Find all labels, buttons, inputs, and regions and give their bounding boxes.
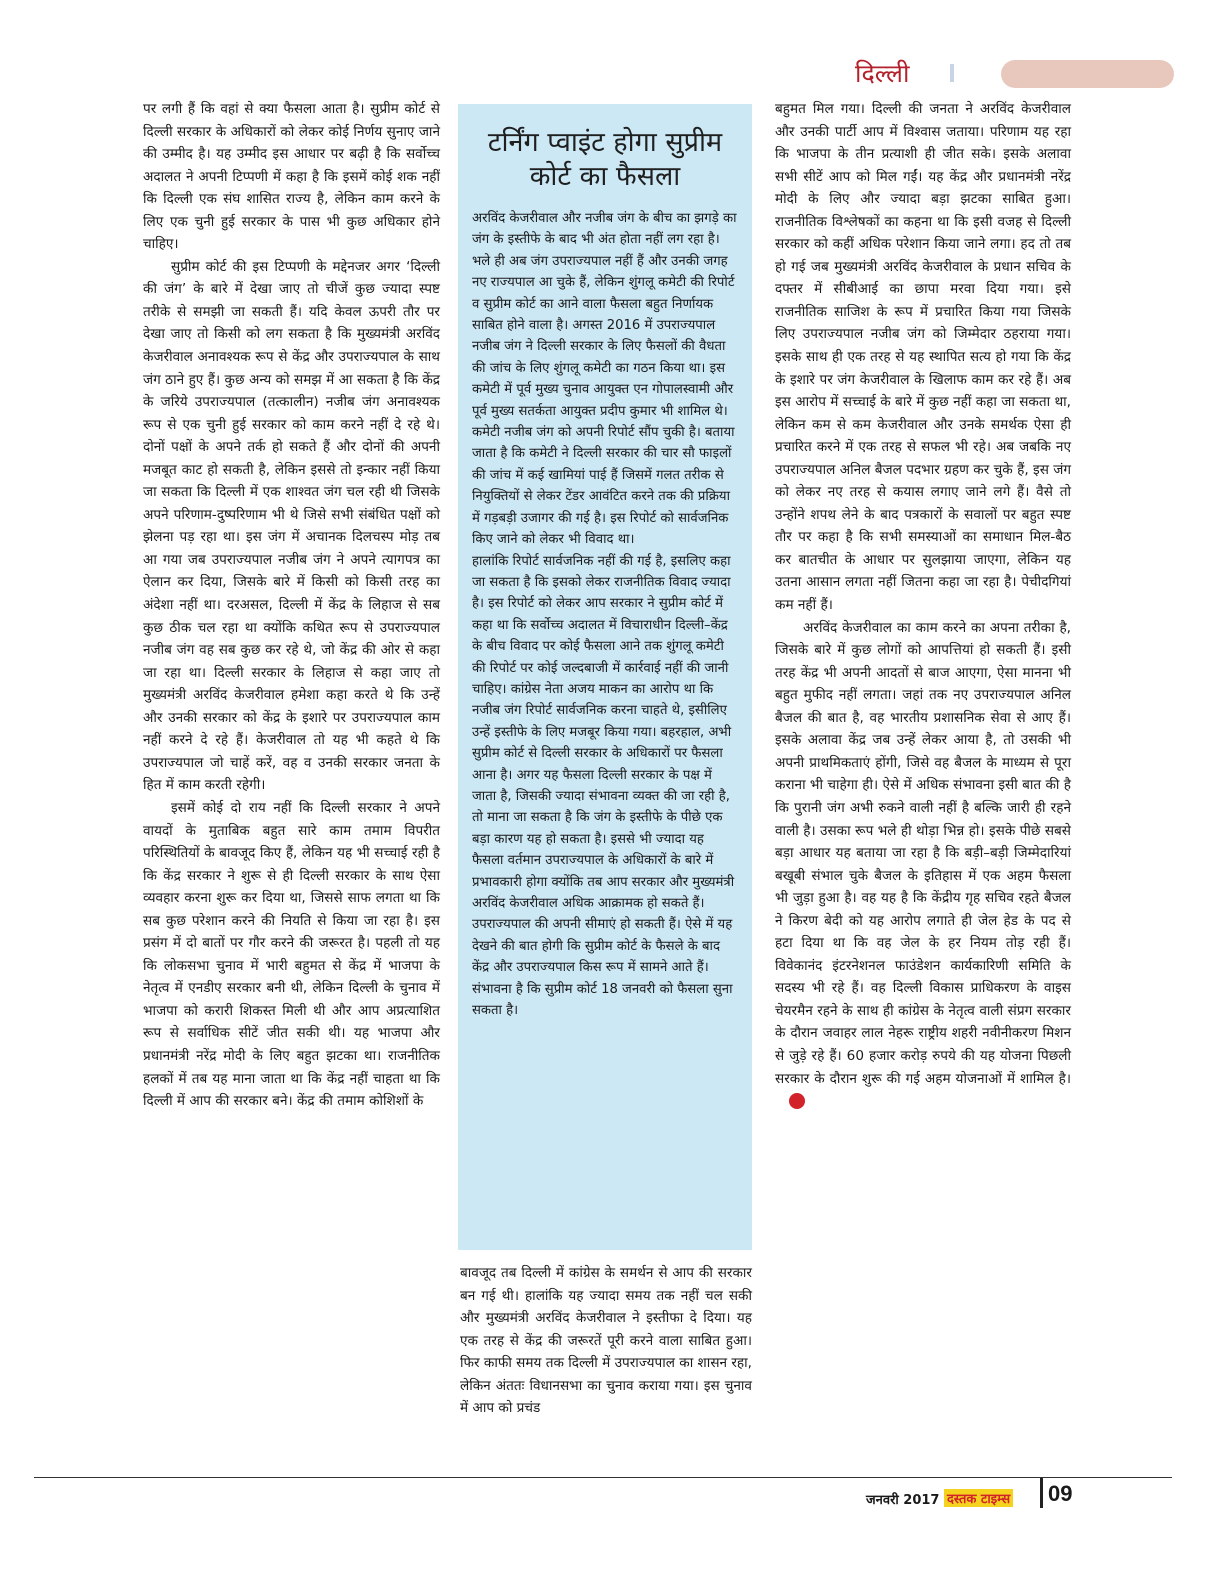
footer-divider (1040, 1478, 1043, 1508)
section-title: दिल्ली (855, 59, 910, 88)
magazine-logo: दस्तक टाइम्स (944, 1489, 1013, 1507)
header-divider (950, 64, 954, 82)
paragraph: पर लगी हैं कि वहां से क्या फैसला आता है। सुप्रीम कोर्ट से दिल्ली सरकार के अधिकारों को लेकर कोई निर्णय सुनाए जाने की उम्मीद है। यह उम्मीद इस आधार पर बढ़ी है कि सर्वोच्च अदालत ने अपनी टिप्पणी में कहा है कि इसमें कोई शक नहीं कि दिल्ली एक संघ शासित राज्य है, लेकिन काम करने के लिए एक चुनी हुई सरकार के पास भी कुछ अधिकार होने चाहिए। (143, 101, 440, 253)
article-column-1 (143, 98, 440, 1113)
paragraph: बहुमत मिल गया। दिल्ली की जनता ने अरविंद केजरीवाल और उनकी पार्टी आप में विश्वास जताया। परिणाम यह रहा कि भाजपा के तीन प्रत्याशी ही जीत सके। इसके अलावा सभी सीटें आप को मिल गईं। यह केंद्र और प्रधानमंत्री नरेंद्र मोदी के लिए और ज्यादा बड़ा झटका साबित हुआ। राजनीतिक विश्लेषकों का कहना था कि इसी वजह से दिल्ली सरकार को कहीं अधिक परेशान किया जाने लगा। हद तो तब हो गई जब मुख्यमंत्री अरविंद केजरीवाल के प्रधान सचिव के दफ्तर में सीबीआई का छापा मरवा दिया गया। इसे राजनीतिक साजिश के रूप में प्रचारित किया गया जिसके लिए उपराज्यपाल नजीब जंग को जिम्मेदार ठहराया गया। इसके साथ ही एक तरह से यह स्थापित सत्य हो गया कि केंद्र के इशारे पर जंग केजरीवाल के खिलाफ काम कर रहे हैं। अब इस आरोप में सच्चाई के बारे में कुछ नहीं कहा जा सकता था, लेकिन कम से कम केजरीवाल और उनके समर्थक ऐसा ही प्रचारित करने में एक तरह से सफल भी रहे। अब जबकि नए उपराज्यपाल अनिल बैजल पदभार ग्रहण कर चुके हैं, इस जंग को लेकर नए तरह से कयास लगाए जाने लगे हैं। वैसे तो उन्होंने शपथ लेने के बाद पत्रकारों के सवालों पर बहुत स्पष्ट तौर पर कहा है कि सभी समस्याओं का समाधान मिल-बैठ कर बातचीत के आधार पर सुलझाया जाएगा, लेकिन यह उतना आसान लगता नहीं जितना कहा जा रहा है। पेचीदगियां कम नहीं हैं। (775, 101, 1071, 614)
paragraph: अरविंद केजरीवाल का काम करने का अपना तरीका है, जिसके बारे में कुछ लोगों को आपत्तियां हो सकती हैं। इसी तरह केंद्र भी अपनी आदतों से बाज आएगा, ऐसा मानना भी बहुत मुफीद नहीं लगता। जहां तक नए उपराज्यपाल अनिल बैजल की बात है, वह भारतीय प्रशासनिक सेवा से आए हैं। इसके अलावा केंद्र जब उन्हें लेकर आया है, तो उसकी भी अपनी प्राथमिकताएं होंगी, जिसे वह बैजल के माध्यम से पूरा कराना भी चाहेगा ही। ऐसे में अधिक संभावना इसी बात की है कि पुरानी जंग अभी रुकने वाली नहीं है बल्कि जारी ही रहने वाली है। उसका रूप भले ही थोड़ा भिन्न हो। इसके पीछे सबसे बड़ा आधार यह बताया जा रहा है कि बड़ी–बड़ी जिम्मेदारियां बखूबी संभाल चुके बैजल के इतिहास में एक अहम फैसला भी जुड़ा हुआ है। वह यह है कि केंद्रीय गृह सचिव रहते बैजल ने किरण बेदी को यह आरोप लगाते ही जेल हेड के पद से हटा दिया था कि वह जेल के हर नियम तोड़ रही हैं। विवेकानंद इंटरनेशनल फाउंडेशन कार्यकारिणी समिति के सदस्य भी रहे हैं। वह दिल्ली विकास प्राधिकरण के वाइस चेयरमैन रहने के साथ ही कांग्रेस के नेतृत्व वाली संप्रग सरकार के दौरान जवाहर लाल नेहरू राष्ट्रीय शहरी नवीनीकरण मिशन से जुड़े रहे हैं। 60 हजार करोड़ रुपये की यह योजना पिछली सरकार के दौरान शुरू की गई अहम योजनाओं में शामिल है। (775, 619, 1071, 1087)
sidebar-box (458, 104, 752, 1250)
header-decoration (1001, 60, 1174, 88)
article-column-2 (460, 1262, 752, 1420)
paragraph-wrap (775, 617, 1071, 1113)
issue-date: जनवरी 2017 (866, 1493, 940, 1508)
paragraph: बावजूद तब दिल्ली में कांग्रेस के समर्थन से आप की सरकार बन गई थी। हालांकि यह ज्यादा समय तक नहीं चल सकी और मुख्यमंत्री अरविंद केजरीवाल ने इस्तीफा दे दिया। यह एक तरह से केंद्र की जरूरतें पूरी करने वाला साबित हुआ। फिर काफी समय तक दिल्ली में उपराज्यपाल का शासन रहा, लेकिन अंततः विधानसभा का चुनाव कराया गया। इस चुनाव में आप को प्रचंड (460, 1265, 752, 1417)
paragraph: इसमें कोई दो राय नहीं कि दिल्ली सरकार ने अपने वायदों के मुताबिक बहुत सारे काम तमाम विपरीत परिस्थितियों के बावजूद किए हैं, लेकिन यह भी सच्चाई रही है कि केंद्र सरकार ने शुरू से ही दिल्ली सरकार के साथ ऐसा व्यवहार करना शुरू कर दिया था, जिससे साफ लगता था कि सब कुछ परेशान करने की नियति से किया जा रहा है। इस प्रसंग में दो बातों पर गौर करने की जरूरत है। पहली तो यह कि लोकसभा चुनाव में भारी बहुमत से केंद्र में भाजपा के नेतृत्व में एनडीए सरकार बनी थी, लेकिन दिल्ली के चुनाव में भाजपा को करारी शिकस्त मिली थी और आप अप्रत्याशित रूप से सर्वाधिक सीटें जीत सकी थी। यह भाजपा और प्रधानमंत्री नरेंद्र मोदी के लिए बहुत झटका था। राजनीतिक हलकों में तब यह माना जाता था कि केंद्र नहीं चाहता था कि दिल्ली में आप की सरकार बने। केंद्र की तमाम कोशिशों के (143, 799, 440, 1110)
page-number: 09 (1048, 1481, 1073, 1506)
end-mark-icon (789, 1093, 805, 1109)
sidebar-paragraph: अरविंद केजरीवाल और नजीब जंग के बीच का झगड़े का जंग के इस्तीफे के बाद भी अंत होता नहीं लग रहा है। भले ही अब जंग उपराज्यपाल नहीं हैं और उनकी जगह नए राज्यपाल आ चुके हैं, लेकिन शुंगलू कमेटी की रिपोर्ट व सुप्रीम कोर्ट का आने वाला फैसला बहुत निर्णायक साबित होने वाला है। अगस्त 2016 में उपराज्यपाल नजीब जंग ने दिल्ली सरकार के लिए फैसलों की वैधता की जांच के लिए शुंगलू कमेटी का गठन किया था। इस कमेटी में पूर्व मुख्य चुनाव आयुक्त एन गोपालस्वामी और पूर्व मुख्य सतर्कता आयुक्त प्रदीप कुमार भी शामिल थे। कमेटी नजीब जंग को अपनी रिपोर्ट सौंप चुकी है। बताया जाता है कि कमेटी ने दिल्ली सरकार की चार सौ फाइलों की जांच में कई खामियां पाई हैं जिसमें गलत तरीक से नियुक्तियों से लेकर टेंडर आवंटित करने तक की प्रक्रिया में गड़बड़ी उजागर की गई है। इस रिपोर्ट को सार्वजनिक किए जाने को लेकर भी विवाद था। (472, 211, 737, 548)
article-column-3 (775, 98, 1071, 1113)
sidebar-paragraph: हालांकि रिपोर्ट सार्वजनिक नहीं की गई है, इसलिए कहा जा सकता है कि इसको लेकर राजनीतिक विवाद ज्यादा है। इस रिपोर्ट को लेकर आप सरकार ने सुप्रीम कोर्ट में कहा था कि सर्वोच्च अदालत में विचाराधीन दिल्ली–केंद्र के बीच विवाद पर कोई फैसला आने तक शुंगलू कमेटी की रिपोर्ट पर कोई जल्दबाजी में कार्रवाई नहीं की जानी चाहिए। कांग्रेस नेता अजय माकन का आरोप था कि नजीब जंग रिपोर्ट सार्वजनिक करना चाहते थे, इसीलिए उन्हें इस्तीफे के लिए मजबूर किया गया। बहरहाल, अभी सुप्रीम कोर्ट से दिल्ली सरकार के अधिकारों पर फैसला आना है। अगर यह फैसला दिल्ली सरकार के पक्ष में जाता है, जिसकी ज्यादा संभावना व्यक्त की जा रही है, तो माना जा सकता है कि जंग के इस्तीफे के पीछे एक बड़ा कारण यह हो सकता है। इससे भी ज्यादा यह फैसला वर्तमान उपराज्यपाल के अधिकारों के बारे में प्रभावकारी होगा क्योंकि तब आप सरकार और मुख्यमंत्री अरविंद केजरीवाल अधिक आक्रामक हो सकते हैं। उपराज्यपाल की अपनी सीमाएं हो सकती हैं। ऐसे में यह देखने की बात होगी कि सुप्रीम कोर्ट के फैसले के बाद केंद्र और उपराज्यपाल किस रूप में सामने आते हैं। संभावना है कि सुप्रीम कोर्ट 18 जनवरी को फैसला सुना सकता है। (472, 553, 735, 1019)
paragraph: सुप्रीम कोर्ट की इस टिप्पणी के मद्देनजर अगर ‘दिल्ली की जंग’ के बारे में देखा जाए तो चीजें कुछ ज्यादा स्पष्ट तरीके से समझी जा सकती हैं। यदि केवल ऊपरी तौर पर देखा जाए तो किसी को लग सकता है कि मुख्यमंत्री अरविंद केजरीवाल अनावश्यक रूप से केंद्र और उपराज्यपाल के साथ जंग ठाने हुए हैं। कुछ अन्य को समझ में आ सकता है कि केंद्र के जरिये उपराज्यपाल (तत्कालीन) नजीब जंग अनावश्यक रूप से एक चुनी हुई सरकार को काम करने नहीं दे रहे थे। दोनों पक्षों के अपने तर्क हो सकते हैं और दोनों की अपनी मजबूत काट हो सकती है, लेकिन इससे तो इन्कार नहीं किया जा सकता कि दिल्ली में एक शाश्वत जंग चल रही थी जिसके अपने परिणाम-दुष्परिणाम भी थे जिसे सभी संबंधित पक्षों को झेलना पड़ रहा था। इस जंग में अचानक दिलचस्प मोड़ तब आ गया जब उपराज्यपाल नजीब जंग ने अपने त्यागपत्र का ऐलान कर दिया, जिसके बारे में किसी को किसी तरह का अंदेशा नहीं था। दरअसल, दिल्ली में केंद्र के लिहाज से सब कुछ ठीक चल रहा था क्योंकि कथित रूप से उपराज्यपाल नजीब जंग वह सब कुछ कर रहे थे, जो केंद्र की ओर से कहा जा रहा था। दिल्ली सरकार के लिहाज से कहा जाए तो मुख्यमंत्री अरविंद केजरीवाल हमेशा कहा करते थे कि उन्हें और उनकी सरकार को केंद्र के इशारे पर उपराज्यपाल काम नहीं करने दे रहे हैं। केजरीवाल तो यह भी कहते थे कि उपराज्यपाल जो चाहें करें, वह व उनकी सरकार जनता के हित में काम करती रहेगी। (143, 258, 440, 794)
footer-rule (34, 1477, 1172, 1478)
sidebar-title: टर्निंग प्वाइंट होगा सुप्रीम कोर्ट का फैसला (487, 127, 723, 192)
